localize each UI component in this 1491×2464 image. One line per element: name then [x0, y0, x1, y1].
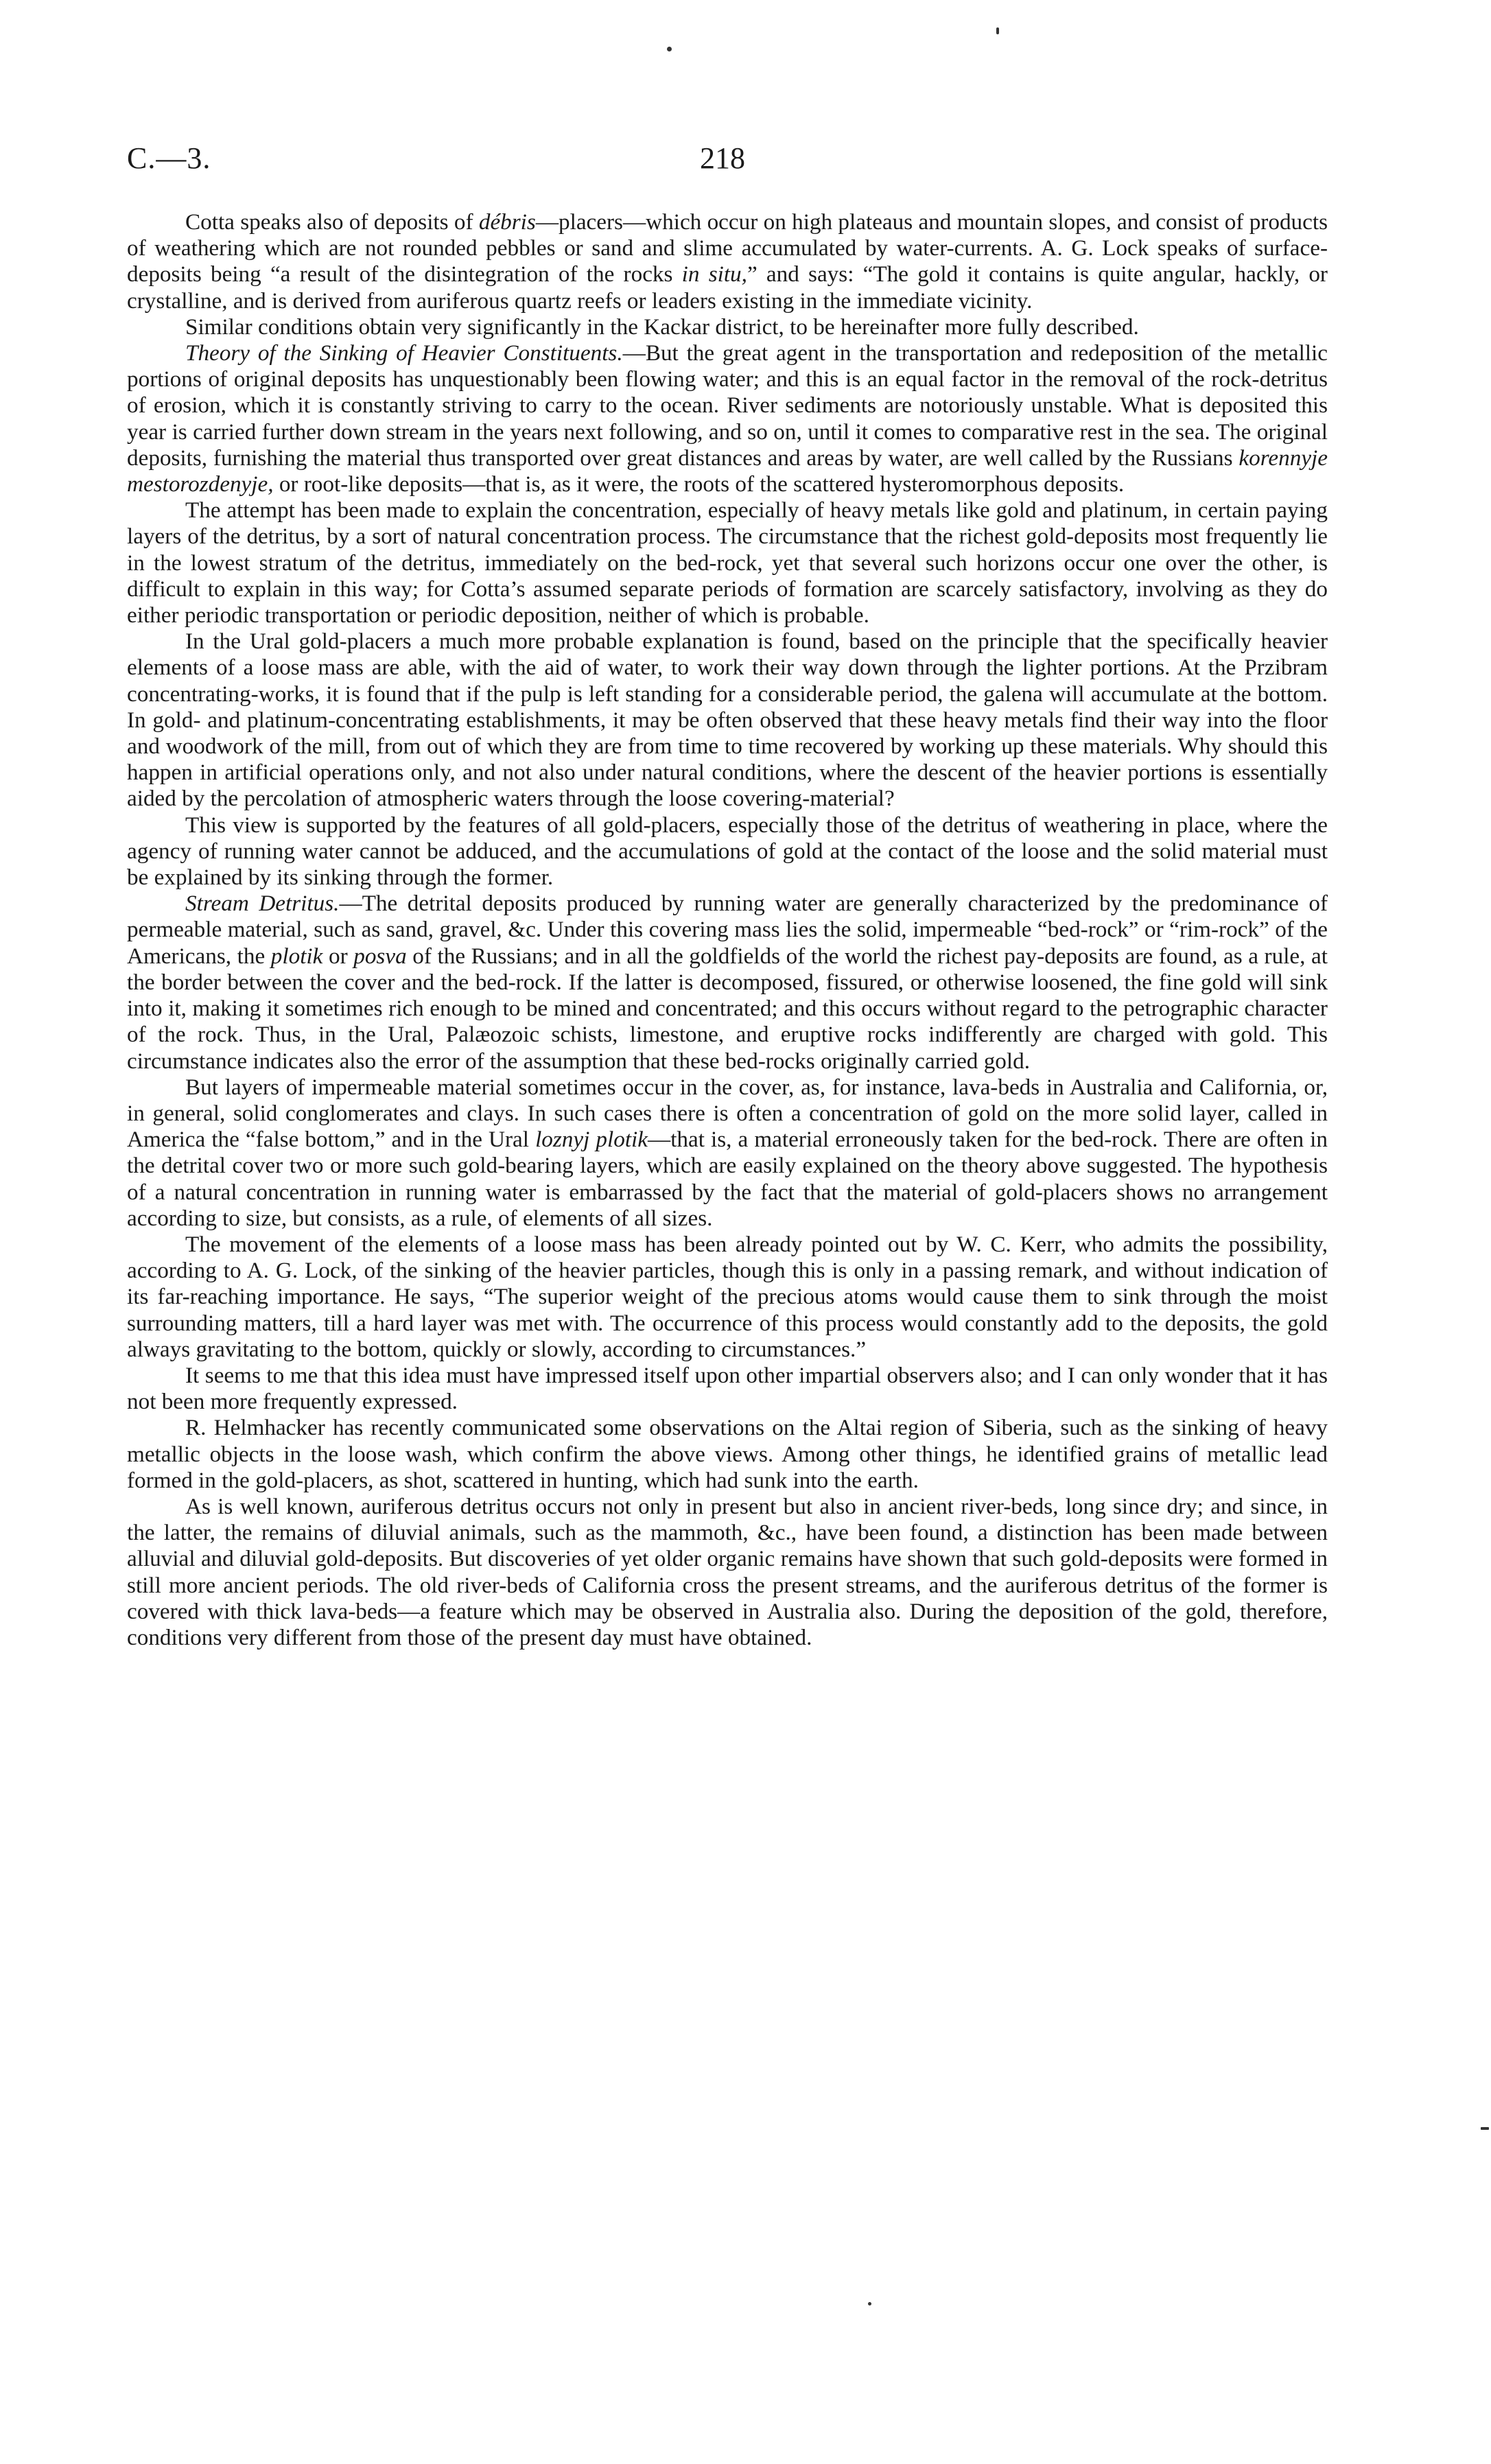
page-number: 218 [700, 141, 745, 175]
section-heading: Stream Detritus. [185, 891, 340, 917]
scan-speck [868, 2302, 871, 2305]
paragraph: Theory of the Sinking of Heavier Constituents.—But the great agent in the transportation and redeposition of the metallic portions of original deposits has unquestionably been flowing water; and this is an equal factor in the removal of the rock-detritus of erosion, which it is constantly striving to carry to the ocean. River sediments are notoriously unstable. What is deposited this year is carried further down stream in the years next following, and so on, until it comes to comparative rest in the sea. The original deposits, furnishing the material thus transported over great distances and areas by water, are well called by the Russians korennyje mestorozdenyje, or root-like deposits—that is, as it were, the roots of the scattered hysteromorphous deposits. [127, 340, 1328, 497]
paragraph: In the Ural gold-placers a much more probable explanation is found, based on the principle that the specifically heavier elements of a loose mass are able, with the aid of water, to work their way down through the lighter portions. At the Przibram concentrating-works, it is found that if the pulp is left standing for a considerable period, the galena will accumulate at the bottom. In gold- and platinum-concentrating establishments, it may be often observed that these heavy metals find their way into the floor and woodwork of the mill, from out of which they are from time to time recovered by working up these materials. Why should this happen in artificial operations only, and not also under natural conditions, where the descent of the heavier portions is essentially aided by the percolation of atmospheric waters through the loose covering-material? [127, 629, 1328, 812]
series-code: C.—3. [127, 141, 211, 175]
article-body [127, 209, 1328, 1651]
scan-speck [1481, 2127, 1489, 2130]
paragraph: But layers of impermeable material sometimes occur in the cover, as, for instance, lava-beds in Australia and California, or, in general, solid conglomerates and clays. In such cases there is often a concentration of gold on the more solid layer, called in America the “false bottom,” and in the Ural loznyj plotik—that is, a material erroneously taken for the bed-rock. There are often in the detrital cover two or more such gold-bearing layers, which are easily explained on the theory above suggested. The hypothesis of a natural concentration in running water is embarrassed by the fact that the material of gold-placers shows no arrangement according to size, but consists, as a rule, of elements of all sizes. [127, 1074, 1328, 1231]
paragraph: It seems to me that this idea must have impressed itself upon other impartial observers also; and I can only wonder that it has not been more frequently expressed. [127, 1362, 1328, 1415]
scan-speck [996, 27, 999, 34]
paragraph: As is well known, auriferous detritus occurs not only in present but also in ancient river-beds, long since dry; and since, in the latter, the remains of diluvial animals, such as the mammoth, &c., have been found, a distinction has been made between alluvial and diluvial gold-deposits. But discoveries of yet older organic remains have shown that such gold-deposits were formed in still more ancient periods. The old river-beds of California cross the present streams, and the auriferous detritus of the former is covered with thick lava-beds—a feature which may be observed in Australia also. During the deposition of the gold, therefore, conditions very different from those of the present day must have obtained. [127, 1493, 1328, 1650]
scan-speck [667, 47, 672, 51]
paragraph: R. Helmhacker has recently communicated some observations on the Altai region of Siberia, such as the sinking of heavy metallic objects in the loose wash, which confirm the above views. Among other things, he identified grains of metallic lead formed in the gold-placers, as shot, scattered in hunting, which had sunk into the earth. [127, 1415, 1328, 1493]
paragraph: Stream Detritus.—The detrital deposits produced by running water are generally characterized by the predominance of permeable material, such as sand, gravel, &c. Under this covering mass lies the solid, impermeable “bed-rock” or “rim-rock” of the Americans, the plotik or posva of the Russians; and in all the goldfields of the world the richest pay-deposits are found, as a rule, at the border between the cover and the bed-rock. If the latter is decomposed, fissured, or otherwise loosened, the fine gold will sink into it, making it sometimes rich enough to be mined and concentrated; and this occurs without regard to the petrographic character of the rock. Thus, in the Ural, Palæozoic schists, limestone, and eruptive rocks indifferently are charged with gold. This circumstance indicates also the error of the assumption that these bed-rocks originally carried gold. [127, 891, 1328, 1074]
section-heading: Theory of the Sinking of Heavier Constituents. [185, 340, 623, 366]
paragraph: This view is supported by the features of all gold-placers, especially those of the detritus of weathering in place, where the agency of running water cannot be adduced, and the accumulations of gold at the contact of the loose and the solid material must be explained by its sinking through the former. [127, 812, 1328, 891]
page-header [127, 141, 1338, 189]
paragraph: Similar conditions obtain very significantly in the Kackar district, to be hereinafter more fully described. [185, 314, 1139, 340]
paragraph: The attempt has been made to explain the concentration, especially of heavy metals like gold and platinum, in certain paying layers of the detritus, by a sort of natural concentration process. The circumstance that the richest gold-deposits most frequently lie in the lowest stratum of the detritus, immediately on the bed-rock, yet that several such horizons occur one over the other, is difficult to explain in this way; for Cotta’s assumed separate periods of formation are scarcely satisfactory, involving as they do either periodic transportation or periodic deposition, neither of which is probable. [127, 497, 1328, 629]
paragraph: The movement of the elements of a loose mass has been already pointed out by W. C. Kerr, who admits the possibility, according to A. G. Lock, of the sinking of the heavier particles, though this is only in a passing remark, and without indication of its far-reaching importance. He says, “The superior weight of the precious atoms would cause them to sink through the moist surrounding matters, till a hard layer was met with. The occurrence of this process would constantly add to the deposits, the gold always gravitating to the bottom, quickly or slowly, according to circumstances.” [127, 1231, 1328, 1362]
paragraph: Cotta speaks also of deposits of débris—placers—which occur on high plateaus and mountain slopes, and consist of products of weathering which are not rounded pebbles or sand and slime accumulated by water-currents. A. G. Lock speaks of surface-deposits being “a result of the disintegration of the rocks in situ,” and says: “The gold it contains is quite angular, hackly, or crystalline, and is derived from auriferous quartz reefs or leaders existing in the immediate vicinity. [127, 209, 1328, 314]
